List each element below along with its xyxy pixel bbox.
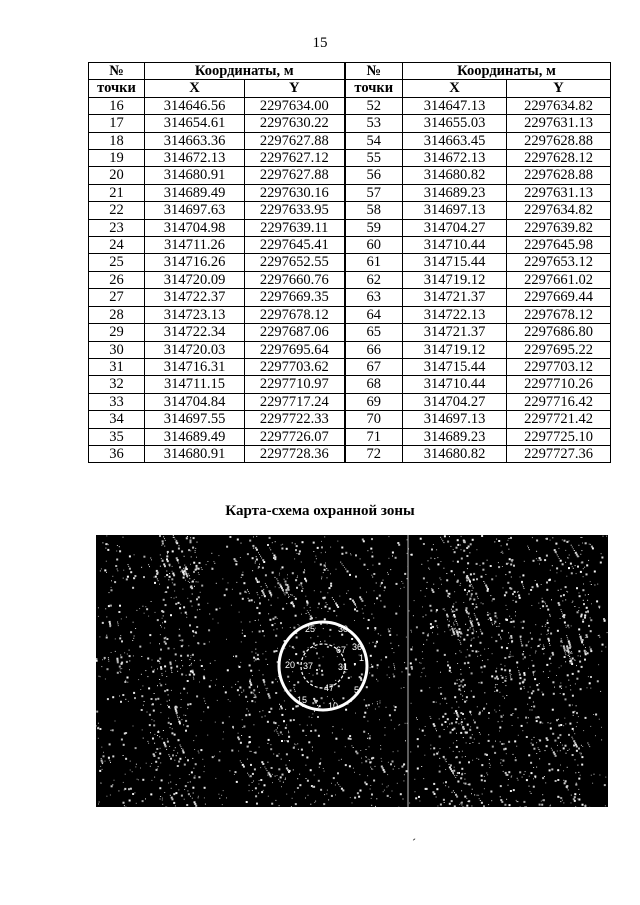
x-coordinate-cell: 314689.23 <box>403 428 507 445</box>
y-coordinate-cell: 2297628.88 <box>507 132 611 149</box>
map-point-label: 30 <box>338 624 349 634</box>
y-coordinate-cell: 2297678.12 <box>507 306 611 323</box>
x-coordinate-cell: 314689.23 <box>403 184 507 201</box>
x-coordinate-cell: 314711.15 <box>145 376 245 393</box>
y-coordinate-cell: 2297645.98 <box>507 237 611 254</box>
x-coordinate-cell: 314704.27 <box>403 393 507 410</box>
map-point-label: 20 <box>285 660 296 670</box>
header-point-number-right: № <box>345 63 403 80</box>
coordinates-table <box>88 62 611 463</box>
map-point-label: 25 <box>305 624 316 634</box>
point-number-cell: 57 <box>345 184 403 201</box>
x-coordinate-cell: 314647.13 <box>403 97 507 114</box>
point-number-cell: 55 <box>345 150 403 167</box>
table-row <box>89 289 611 306</box>
x-coordinate-cell: 314722.34 <box>145 324 245 341</box>
y-coordinate-cell: 2297703.62 <box>245 358 345 375</box>
y-coordinate-cell: 2297627.88 <box>245 167 345 184</box>
table-row <box>89 271 611 288</box>
y-coordinate-cell: 2297695.22 <box>507 341 611 358</box>
point-number-cell: 16 <box>89 97 145 114</box>
point-number-cell: 17 <box>89 115 145 132</box>
map-point-label: 10 <box>328 701 339 711</box>
map-point-label: 36 <box>352 642 363 652</box>
point-number-cell: 60 <box>345 237 403 254</box>
x-coordinate-cell: 314672.13 <box>145 150 245 167</box>
y-coordinate-cell: 2297725.10 <box>507 428 611 445</box>
y-coordinate-cell: 2297631.13 <box>507 184 611 201</box>
x-coordinate-cell: 314689.49 <box>145 428 245 445</box>
table-row <box>89 167 611 184</box>
point-number-cell: 19 <box>89 150 145 167</box>
header-y-right: Y <box>507 80 611 97</box>
point-number-cell: 18 <box>89 132 145 149</box>
point-number-cell: 30 <box>89 341 145 358</box>
point-number-cell: 54 <box>345 132 403 149</box>
point-number-cell: 27 <box>89 289 145 306</box>
point-number-cell: 63 <box>345 289 403 306</box>
y-coordinate-cell: 2297634.00 <box>245 97 345 114</box>
y-coordinate-cell: 2297639.82 <box>507 219 611 236</box>
x-coordinate-cell: 314680.91 <box>145 167 245 184</box>
x-coordinate-cell: 314663.45 <box>403 132 507 149</box>
y-coordinate-cell: 2297710.26 <box>507 376 611 393</box>
point-number-cell: 66 <box>345 341 403 358</box>
x-coordinate-cell: 314719.12 <box>403 341 507 358</box>
y-coordinate-cell: 2297661.02 <box>507 271 611 288</box>
x-coordinate-cell: 314704.27 <box>403 219 507 236</box>
header-point-sub-right: точки <box>345 80 403 97</box>
y-coordinate-cell: 2297627.12 <box>245 150 345 167</box>
table-row <box>89 306 611 323</box>
point-number-cell: 72 <box>345 445 403 462</box>
table-row <box>89 254 611 271</box>
point-number-cell: 59 <box>345 219 403 236</box>
y-coordinate-cell: 2297721.42 <box>507 411 611 428</box>
x-coordinate-cell: 314715.44 <box>403 358 507 375</box>
point-number-cell: 67 <box>345 358 403 375</box>
header-y-left: Y <box>245 80 345 97</box>
map-point-label: 31 <box>338 662 349 672</box>
x-coordinate-cell: 314720.09 <box>145 271 245 288</box>
table-row <box>89 132 611 149</box>
x-coordinate-cell: 314680.82 <box>403 167 507 184</box>
point-number-cell: 28 <box>89 306 145 323</box>
table-row <box>89 376 611 393</box>
point-number-cell: 61 <box>345 254 403 271</box>
table-row <box>89 97 611 114</box>
header-x-left: X <box>145 80 245 97</box>
point-number-cell: 64 <box>345 306 403 323</box>
header-point-sub-left: точки <box>89 80 145 97</box>
x-coordinate-cell: 314663.36 <box>145 132 245 149</box>
y-coordinate-cell: 2297669.44 <box>507 289 611 306</box>
table-row <box>89 411 611 428</box>
map-image <box>96 535 608 807</box>
map-point-label: 47 <box>324 683 335 693</box>
y-coordinate-cell: 2297717.24 <box>245 393 345 410</box>
point-number-cell: 65 <box>345 324 403 341</box>
y-coordinate-cell: 2297703.12 <box>507 358 611 375</box>
x-coordinate-cell: 314711.26 <box>145 237 245 254</box>
y-coordinate-cell: 2297660.76 <box>245 271 345 288</box>
x-coordinate-cell: 314680.91 <box>145 445 245 462</box>
protection-zone-map <box>96 535 608 807</box>
table-row <box>89 445 611 462</box>
y-coordinate-cell: 2297631.13 <box>507 115 611 132</box>
point-number-cell: 22 <box>89 202 145 219</box>
x-coordinate-cell: 314646.56 <box>145 97 245 114</box>
table-row <box>89 428 611 445</box>
x-coordinate-cell: 314710.44 <box>403 376 507 393</box>
map-title: Карта-схема охранной зоны <box>225 503 415 519</box>
map-point-label: 67 <box>336 645 347 655</box>
x-coordinate-cell: 314719.12 <box>403 271 507 288</box>
header-coordinates-left: Координаты, м <box>145 63 345 80</box>
y-coordinate-cell: 2297710.97 <box>245 376 345 393</box>
y-coordinate-cell: 2297630.22 <box>245 115 345 132</box>
x-coordinate-cell: 314704.98 <box>145 219 245 236</box>
point-number-cell: 69 <box>345 393 403 410</box>
page-number: 15 <box>312 35 328 51</box>
x-coordinate-cell: 314715.44 <box>403 254 507 271</box>
point-number-cell: 34 <box>89 411 145 428</box>
y-coordinate-cell: 2297695.64 <box>245 341 345 358</box>
x-coordinate-cell: 314697.63 <box>145 202 245 219</box>
point-number-cell: 21 <box>89 184 145 201</box>
x-coordinate-cell: 314720.03 <box>145 341 245 358</box>
table-row <box>89 237 611 254</box>
x-coordinate-cell: 314723.13 <box>145 306 245 323</box>
coordinates-table-body <box>89 97 611 463</box>
table-row <box>89 341 611 358</box>
map-point-label: 37 <box>303 661 314 671</box>
point-number-cell: 36 <box>89 445 145 462</box>
x-coordinate-cell: 314655.03 <box>403 115 507 132</box>
x-coordinate-cell: 314721.37 <box>403 324 507 341</box>
x-coordinate-cell: 314716.31 <box>145 358 245 375</box>
x-coordinate-cell: 314654.61 <box>145 115 245 132</box>
y-coordinate-cell: 2297633.95 <box>245 202 345 219</box>
point-number-cell: 35 <box>89 428 145 445</box>
x-coordinate-cell: 314689.49 <box>145 184 245 201</box>
y-coordinate-cell: 2297716.42 <box>507 393 611 410</box>
x-coordinate-cell: 314697.55 <box>145 411 245 428</box>
point-number-cell: 29 <box>89 324 145 341</box>
x-coordinate-cell: 314697.13 <box>403 411 507 428</box>
point-number-cell: 20 <box>89 167 145 184</box>
y-coordinate-cell: 2297727.36 <box>507 445 611 462</box>
x-coordinate-cell: 314704.84 <box>145 393 245 410</box>
x-coordinate-cell: 314722.13 <box>403 306 507 323</box>
x-coordinate-cell: 314721.37 <box>403 289 507 306</box>
point-number-cell: 52 <box>345 97 403 114</box>
y-coordinate-cell: 2297652.55 <box>245 254 345 271</box>
y-coordinate-cell: 2297627.88 <box>245 132 345 149</box>
point-number-cell: 71 <box>345 428 403 445</box>
header-x-right: X <box>403 80 507 97</box>
y-coordinate-cell: 2297726.07 <box>245 428 345 445</box>
point-number-cell: 26 <box>89 271 145 288</box>
table-row <box>89 184 611 201</box>
point-number-cell: 25 <box>89 254 145 271</box>
point-number-cell: 32 <box>89 376 145 393</box>
y-coordinate-cell: 2297678.12 <box>245 306 345 323</box>
point-number-cell: 70 <box>345 411 403 428</box>
header-point-number-left: № <box>89 63 145 80</box>
point-number-cell: 62 <box>345 271 403 288</box>
map-point-label: 1 <box>359 653 365 663</box>
y-coordinate-cell: 2297628.88 <box>507 167 611 184</box>
y-coordinate-cell: 2297630.16 <box>245 184 345 201</box>
point-number-cell: 23 <box>89 219 145 236</box>
table-row <box>89 115 611 132</box>
point-number-cell: 56 <box>345 167 403 184</box>
point-number-cell: 68 <box>345 376 403 393</box>
y-coordinate-cell: 2297628.12 <box>507 150 611 167</box>
x-coordinate-cell: 314697.13 <box>403 202 507 219</box>
point-number-cell: 24 <box>89 237 145 254</box>
x-coordinate-cell: 314680.82 <box>403 445 507 462</box>
table-row <box>89 324 611 341</box>
y-coordinate-cell: 2297728.36 <box>245 445 345 462</box>
y-coordinate-cell: 2297686.80 <box>507 324 611 341</box>
y-coordinate-cell: 2297653.12 <box>507 254 611 271</box>
point-number-cell: 58 <box>345 202 403 219</box>
y-coordinate-cell: 2297722.33 <box>245 411 345 428</box>
y-coordinate-cell: 2297687.06 <box>245 324 345 341</box>
x-coordinate-cell: 314672.13 <box>403 150 507 167</box>
table-row <box>89 358 611 375</box>
point-number-cell: 33 <box>89 393 145 410</box>
x-coordinate-cell: 314716.26 <box>145 254 245 271</box>
y-coordinate-cell: 2297669.35 <box>245 289 345 306</box>
x-coordinate-cell: 314710.44 <box>403 237 507 254</box>
point-number-cell: 53 <box>345 115 403 132</box>
table-row <box>89 202 611 219</box>
table-row <box>89 219 611 236</box>
point-number-cell: 31 <box>89 358 145 375</box>
y-coordinate-cell: 2297634.82 <box>507 202 611 219</box>
y-coordinate-cell: 2297645.41 <box>245 237 345 254</box>
map-point-label: 5 <box>354 685 360 695</box>
table-row <box>89 150 611 167</box>
y-coordinate-cell: 2297634.82 <box>507 97 611 114</box>
table-row <box>89 393 611 410</box>
map-point-label: 15 <box>297 695 308 705</box>
header-coordinates-right: Координаты, м <box>403 63 611 80</box>
x-coordinate-cell: 314722.37 <box>145 289 245 306</box>
y-coordinate-cell: 2297639.11 <box>245 219 345 236</box>
footnote-mark: ˊ <box>412 836 416 850</box>
